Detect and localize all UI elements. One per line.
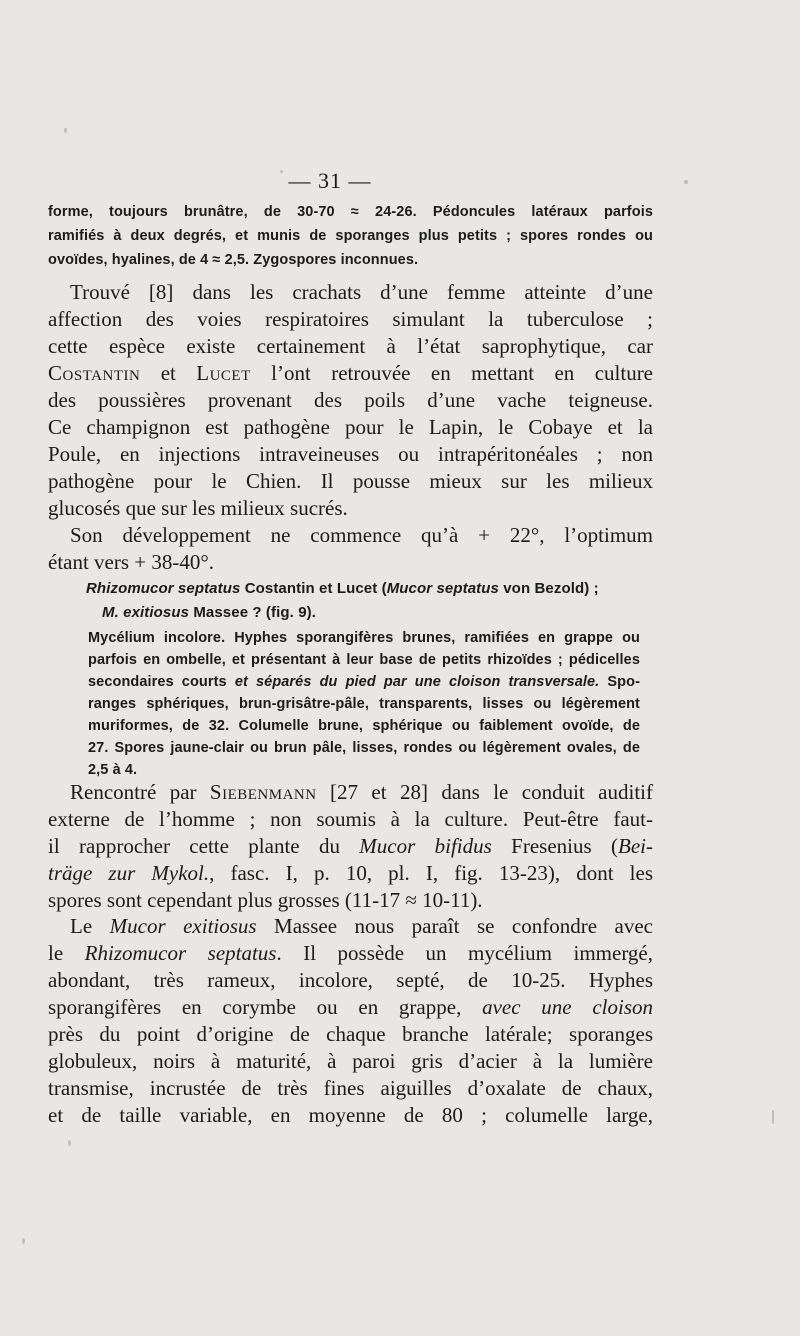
text-line: Le Mucor exitiosus Massee nous paraît se confondre avec xyxy=(70,914,653,938)
paper-speck xyxy=(684,180,688,184)
text-line: spores sont cependant plus grosses (11-17 ≈ 10-11). xyxy=(48,888,483,912)
text-line: externe de l’homme ; non soumis à la culture. Peut-être faut- xyxy=(48,807,653,831)
text-line: Costantin et Lucet l’ont retrouvée en mettant en culture xyxy=(48,361,654,385)
text-line: Poule, en injections intraveineuses ou intrapéritonéales ; non xyxy=(48,442,653,466)
text-line: glucosés que sur les milieux sucrés. xyxy=(48,496,348,520)
paper-speck xyxy=(280,170,283,173)
text-line: forme, toujours brunâtre, de 30-70 ≈ 24-26. Pédoncules latéraux parfois xyxy=(48,204,653,220)
text-line: parfois en ombelle, et présentant à leur base de petits rhizoïdes ; pédicelles xyxy=(88,652,640,668)
author-name: Lucet xyxy=(196,361,251,385)
text-line: Rhizomucor septatus Costantin et Lucet (Mucor septatus von Bezold) ; xyxy=(86,580,599,597)
text-line: le Rhizomucor septatus. Il possède un mycélium immergé, xyxy=(48,941,654,965)
text-line: ranges sphériques, brun-grisâtre-pâle, transparents, lisses ou légèrement xyxy=(88,696,640,712)
paper-speck xyxy=(68,1140,71,1146)
species-name: M. exitiosus xyxy=(102,604,190,621)
author-name: Costantin xyxy=(48,361,141,385)
text-line: pathogène pour le Chien. Il pousse mieux sur les milieux xyxy=(48,469,653,493)
text-line: Mycélium incolore. Hyphes sporangifères brunes, ramifiées en grappe ou xyxy=(88,630,640,646)
species-name: Rhizomucor septatus xyxy=(86,580,241,597)
text-line: des poussières provenant des poils d’une vache teigneuse. xyxy=(48,388,653,412)
text-line: Son développement ne commence qu’à + 22°, l’optimum xyxy=(70,523,653,547)
text-line: près du point d’origine de chaque branche latérale; sporanges xyxy=(48,1022,653,1046)
text-line: et de taille variable, en moyenne de 80 ; columelle large, xyxy=(48,1103,653,1127)
text-line: sporangifères en corymbe ou en grappe, avec une cloison xyxy=(48,995,653,1019)
text-line: transmise, incrustée de très fines aiguilles d’oxalate de chaux, xyxy=(48,1076,653,1100)
text-line: affection des voies respiratoires simulant la tuberculose ; xyxy=(48,307,653,331)
text-line: ovoïdes, hyalines, de 4 ≈ 2,5. Zygospores inconnues. xyxy=(48,252,419,268)
text-line: träge zur Mykol., fasc. I, p. 10, pl. I, fig. 13-23), dont les xyxy=(48,861,653,885)
text-line: muriformes, de 32. Columelle brune, sphérique ou faiblement ovoïde, de xyxy=(88,718,640,734)
author-name: Siebenmann xyxy=(209,780,317,804)
text-line: il rapprocher cette plante du Mucor bifidus Fresenius (Bei- xyxy=(48,834,653,858)
text-line: secondaires courts et séparés du pied par une cloison transversale. Spo- xyxy=(88,674,640,690)
paper-speck xyxy=(22,1238,25,1244)
text-line: abondant, très rameux, incolore, septé, de 10-25. Hyphes xyxy=(48,968,653,992)
text-line: Trouvé [8] dans les crachats d’une femme atteinte d’une xyxy=(70,280,653,304)
paper-speck xyxy=(64,128,67,133)
species-name: Mucor septatus xyxy=(386,580,499,597)
paper-speck xyxy=(772,1110,774,1124)
text-line: 2,5 à 4. xyxy=(88,762,138,778)
text-line: globuleux, noirs à maturité, à paroi gris d’acier à la lumière xyxy=(48,1049,653,1073)
text-line: étant vers + 38-40°. xyxy=(48,550,215,574)
text-line: Rencontré par Siebenmann [27 et 28] dans le conduit auditif xyxy=(70,780,653,804)
text-line: Ce champignon est pathogène pour le Lapin, le Cobaye et la xyxy=(48,415,653,439)
text-line: ramifiés à deux degrés, et munis de sporanges plus petits ; spores rondes ou xyxy=(48,228,653,244)
page-number: — 31 — xyxy=(288,168,372,193)
text-line: cette espèce existe certainement à l’état saprophytique, car xyxy=(48,334,653,358)
text-line: 27. Spores jaune-clair ou brun pâle, lisses, rondes ou légèrement ovales, de xyxy=(88,740,640,756)
text-line: M. exitiosus Massee ? (fig. 9). xyxy=(102,604,316,621)
